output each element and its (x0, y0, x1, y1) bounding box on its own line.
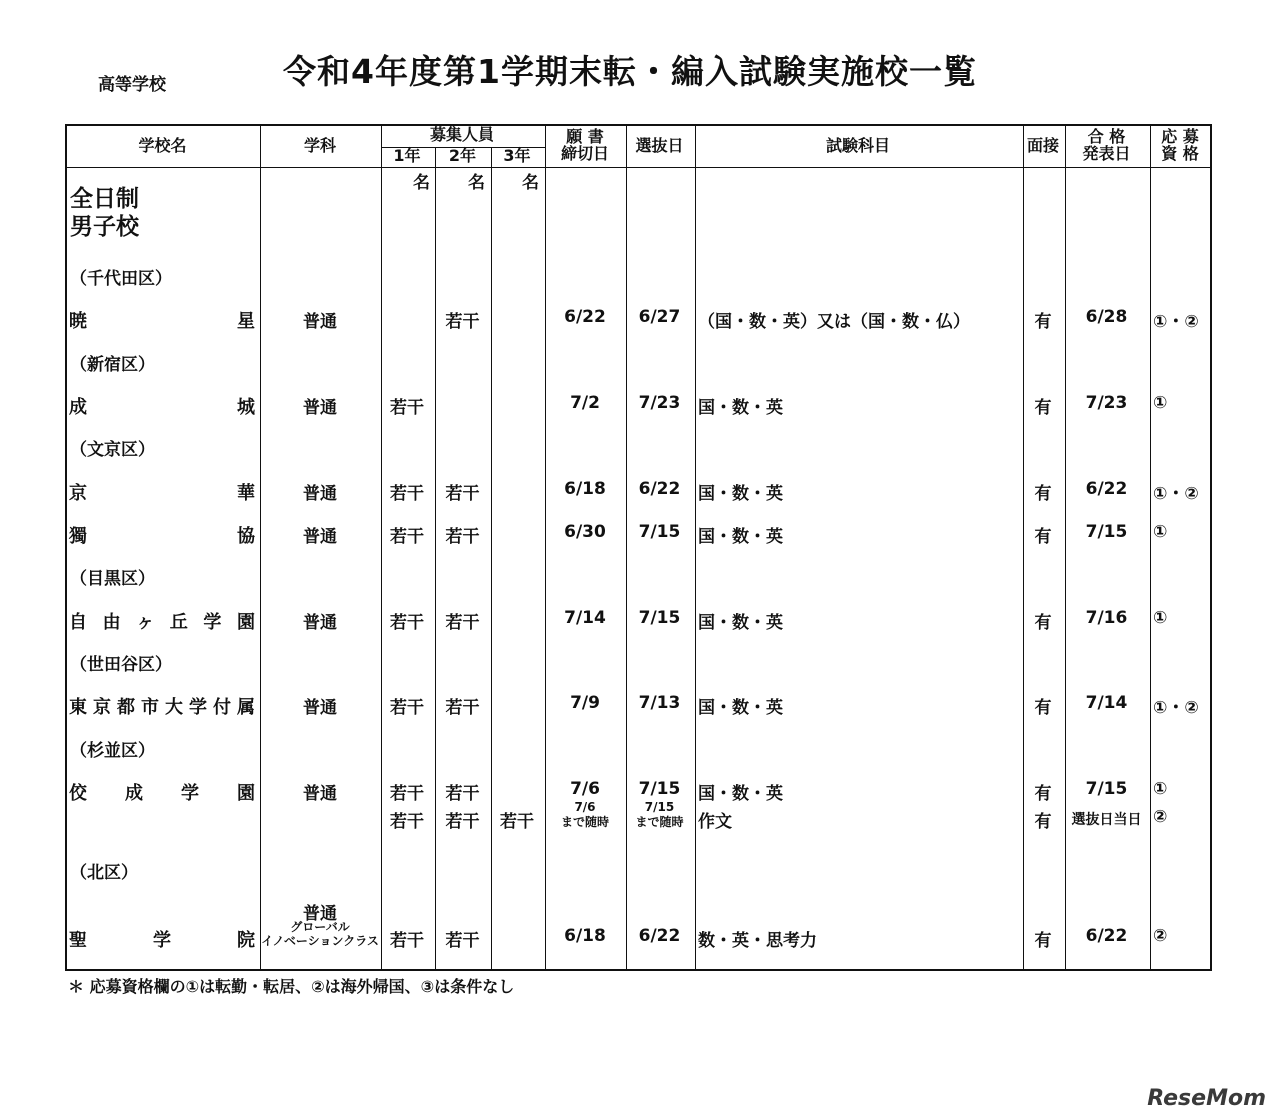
recruit-g2: 若干 (445, 484, 480, 504)
subjects-value: 国・数・英 (698, 527, 783, 547)
unit-g2: 名 (468, 173, 485, 193)
recruit-g1: 若干 (390, 698, 424, 718)
subjects-value: 数・英・思考力 (698, 931, 817, 951)
unit-g1: 名 (413, 173, 430, 193)
qualification-value: ①・② (1153, 698, 1199, 718)
deadline-value: 7/14 (564, 608, 606, 628)
ward-label: （文京区） (70, 440, 155, 460)
interview-value: 有 (1034, 613, 1052, 633)
school-name (69, 693, 255, 719)
school-name-char: 星 (237, 311, 255, 332)
dept-value: 普通 (303, 698, 337, 718)
school-name-char: 成 (69, 397, 87, 418)
exam-date-value: 7/15 (638, 779, 681, 799)
school-name (69, 926, 255, 952)
subjects-value: 国・数・英 (698, 784, 783, 804)
announce-value: 7/16 (1085, 608, 1128, 628)
interview-value: 有 (1034, 812, 1052, 832)
announce-value: 7/15 (1085, 779, 1128, 799)
exam-date-value: 7/23 (638, 393, 681, 413)
school-name-char: 院 (237, 930, 255, 951)
ward-label: （杉並区） (70, 741, 155, 761)
col-qual-line2: 資 格 (1161, 144, 1199, 163)
col-grade-2: 2年 (448, 145, 477, 165)
page-title: 令和4年度第1学期末転・編入試験実施校一覧 (283, 52, 977, 91)
section-line2: 男子校 (70, 213, 139, 240)
interview-value: 有 (1034, 784, 1052, 804)
ward-label: （世田谷区） (70, 655, 172, 675)
school-name-char: 丘 (169, 612, 188, 633)
announce-value: 選抜日当日 (1071, 812, 1142, 828)
recruit-g1: 若干 (390, 931, 424, 951)
interview-value: 有 (1034, 398, 1052, 418)
exam-date-value: 7/15 (638, 608, 681, 628)
school-name-char: 学 (153, 930, 171, 951)
deadline-note: まで随時 (560, 815, 609, 829)
deadline-value: 7/6 (574, 800, 596, 814)
col-recruit: 募集人員 (429, 124, 494, 144)
deadline-value: 7/6 (570, 779, 600, 799)
interview-value: 有 (1034, 698, 1052, 718)
dept-value: 普通 (303, 398, 337, 418)
subjects-value: 国・数・英 (698, 613, 783, 633)
interview-value: 有 (1034, 312, 1052, 332)
recruit-g1: 若干 (390, 784, 424, 804)
school-name (69, 307, 255, 333)
interview-value: 有 (1034, 931, 1052, 951)
recruit-g1: 若干 (390, 484, 424, 504)
announce-value: 6/22 (1085, 479, 1128, 499)
recruit-g2: 若干 (445, 931, 480, 951)
qualification-value: ② (1153, 807, 1168, 827)
qualification-value: ① (1153, 608, 1168, 628)
deadline-value: 6/18 (564, 479, 606, 499)
exam-date-value: 6/27 (638, 307, 681, 327)
school-name-char: 属 (237, 697, 255, 718)
col-exam-date: 選抜日 (635, 135, 684, 155)
qualification-value: ② (1153, 926, 1168, 946)
col-qualification (1149, 125, 1211, 167)
col-deadline-line2: 締切日 (560, 144, 609, 163)
col-announce-line2: 発表日 (1082, 144, 1131, 163)
recruit-g1: 若干 (390, 527, 424, 547)
recruit-g1: 若干 (390, 398, 424, 418)
recruit-g2: 若干 (445, 613, 480, 633)
exam-date-value: 6/22 (638, 479, 681, 499)
school-name-char: 東 (69, 697, 87, 718)
school-name-char: 学 (203, 612, 222, 633)
deadline-value: 7/9 (570, 693, 600, 713)
exam-date-value: 7/15 (644, 800, 675, 814)
ward-label: （千代田区） (70, 269, 172, 289)
school-name-char: 都 (117, 697, 135, 718)
school-name-char: 成 (125, 783, 143, 804)
dept-value: 普通 (303, 904, 337, 924)
school-name (69, 522, 255, 548)
col-grade-1: 1年 (393, 145, 421, 165)
dept-sub: グローバル (290, 920, 350, 934)
interview-value: 有 (1034, 527, 1052, 547)
school-name-char: 市 (141, 697, 159, 718)
qualification-value: ① (1153, 522, 1168, 542)
deadline-value: 6/22 (564, 307, 606, 327)
subjects-value: 作文 (698, 812, 732, 832)
dept-value: 普通 (303, 484, 337, 504)
announce-value: 7/23 (1085, 393, 1128, 413)
section-heading (70, 186, 139, 241)
school-name-char: 協 (237, 526, 255, 547)
section-line1: 全日制 (70, 186, 139, 212)
ward-label: （新宿区） (70, 355, 155, 375)
recruit-g1: 若干 (390, 613, 424, 633)
dept-value: 普通 (303, 527, 337, 547)
school-name-char: 獨 (69, 526, 87, 547)
col-deadline-line1: 願 書 (566, 127, 604, 147)
school-name-char: 大 (165, 697, 183, 718)
recruit-g2: 若干 (445, 527, 480, 547)
ward-label: （目黒区） (70, 569, 155, 589)
col-dept: 学科 (303, 135, 336, 155)
subjects-value: 国・数・英 (698, 698, 783, 718)
col-interview: 面接 (1026, 135, 1059, 155)
qualification-value: ① (1153, 779, 1168, 799)
unit-g3: 名 (522, 173, 539, 193)
dept-value: 普通 (303, 784, 337, 804)
exam-date-note: まで随時 (635, 815, 684, 829)
school-name-char: 聖 (69, 930, 87, 951)
col-announce (1064, 125, 1149, 167)
school-name-char: 京 (69, 483, 87, 504)
subjects-value: （国・数・英）又は（国・数・仏） (698, 312, 970, 332)
qualification-value: ①・② (1153, 484, 1199, 504)
ward-label: （北区） (70, 863, 138, 883)
deadline-value: 6/30 (564, 522, 606, 542)
school-name (69, 393, 255, 419)
school-name-char: 付 (213, 697, 231, 718)
col-grade-3: 3年 (503, 145, 531, 165)
school-name-char: 華 (237, 483, 255, 504)
school-name-char: 京 (93, 697, 111, 718)
school-name-char: 佼 (69, 783, 87, 804)
subjects-value: 国・数・英 (698, 484, 783, 504)
col-announce-line1: 合 格 (1087, 127, 1126, 147)
school-name (69, 779, 255, 805)
dept-value: 普通 (303, 312, 337, 332)
school-name (69, 608, 255, 634)
announce-value: 6/28 (1085, 307, 1128, 327)
footnote: ＊ 応募資格欄の①は転勤・転居、②は海外帰国、③は条件なし (68, 977, 515, 996)
qualification-value: ①・② (1153, 312, 1199, 332)
interview-value: 有 (1034, 484, 1052, 504)
exam-date-value: 7/13 (638, 693, 681, 713)
recruit-g2: 若干 (445, 812, 480, 832)
school-name-char: 園 (237, 783, 255, 804)
recruit-g2: 若干 (445, 312, 480, 332)
school-name-char: 園 (236, 612, 255, 633)
school-name-char: 暁 (69, 311, 87, 332)
col-subjects: 試験科目 (825, 135, 890, 155)
announce-value: 7/15 (1085, 522, 1128, 542)
category-label: 高等学校 (98, 75, 166, 95)
recruit-g1: 若干 (390, 812, 424, 832)
school-name-char: 学 (181, 783, 199, 804)
recruit-g3: 若干 (500, 812, 534, 832)
school-name-char: 自 (69, 612, 87, 633)
announce-value: 7/14 (1085, 693, 1128, 713)
deadline-value: 6/18 (564, 926, 606, 946)
announce-value: 6/22 (1085, 926, 1128, 946)
school-name-char: 学 (189, 697, 207, 718)
col-qual-line1: 応 募 (1161, 127, 1199, 147)
recruit-g2: 若干 (445, 784, 480, 804)
qualification-value: ① (1153, 393, 1168, 413)
col-school: 学校名 (138, 135, 187, 155)
exam-date-value: 6/22 (638, 926, 681, 946)
school-name-char: 城 (237, 397, 255, 418)
resemom-logo: ReseMom (1147, 1086, 1266, 1111)
dept-sub: イノベーションクラス (261, 934, 379, 948)
exam-date-value: 7/15 (638, 522, 681, 542)
dept-value: 普通 (303, 613, 337, 633)
deadline-value: 7/2 (570, 393, 600, 413)
col-deadline (545, 125, 625, 167)
school-name-char: 由 (102, 612, 121, 633)
recruit-g2: 若干 (445, 698, 480, 718)
subjects-value: 国・数・英 (698, 398, 783, 418)
school-name-char: ヶ (136, 612, 155, 633)
school-name (69, 479, 255, 505)
